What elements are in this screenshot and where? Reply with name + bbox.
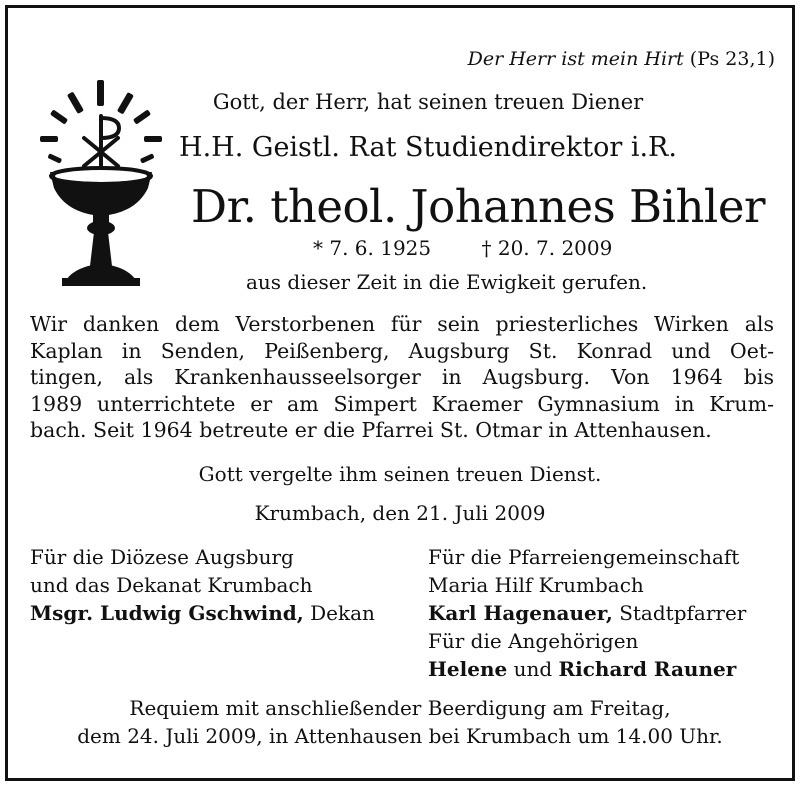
biography-paragraph — [30, 311, 774, 444]
requiem-notice — [8, 694, 792, 750]
signer-name: Karl Hagenauer, — [428, 601, 613, 625]
thanks-line: Gott vergelte ihm seinen treuen Dienst. — [198, 462, 602, 486]
motto-reference: (Ps 23,1) — [689, 48, 775, 70]
parish-signature-block — [428, 543, 746, 683]
death-date: † 20. 7. 2009 — [481, 236, 613, 260]
family-names — [428, 655, 746, 683]
diocese-line: Für die Diözese Augsburg — [30, 545, 294, 569]
motto-text: Der Herr ist mein Hirt — [467, 48, 684, 70]
place-date: Krumbach, den 21. Juli 2009 — [254, 501, 546, 525]
parish-signer — [428, 599, 746, 627]
eternity-line: aus dieser Zeit in die Ewigkeit gerufen. — [246, 270, 648, 294]
signer-title: Dekan — [310, 601, 375, 625]
deanery-line: und das Dekanat Krumbach — [30, 573, 313, 597]
obituary-notice — [5, 5, 795, 781]
requiem-line-1: Requiem mit anschließender Beerdigung am Freitag, — [129, 696, 671, 720]
signer-title: Stadtpfarrer — [619, 601, 747, 625]
family-name-2: Richard Rauner — [558, 657, 737, 681]
parish-line: Für die Pfarreiengemeinschaft — [428, 545, 740, 569]
intro-line: Gott, der Herr, hat seinen treuen Diener — [212, 90, 644, 114]
family-and: und — [513, 657, 553, 681]
biography-line: Kaplan in Senden, Peißenberg, Augsburg St. Konrad und Oet- — [30, 338, 774, 363]
biography-line: tingen, als Krankenhausseelsorger in Augsburg. Von 1964 bis — [30, 365, 774, 389]
deceased-name: Dr. theol. Johannes Bihler — [191, 180, 765, 233]
family-name-1: Helene — [428, 657, 508, 681]
motto — [468, 48, 775, 70]
birth-date: * 7. 6. 1925 — [313, 236, 432, 260]
diocese-signer — [30, 599, 375, 627]
biography-line: bach. Seit 1964 betreute er die Pfarrei St. Otmar in Attenhausen. — [30, 418, 712, 442]
biography-line: Wir danken dem Verstorbenen für sein priesterliches Wirken als — [30, 312, 774, 336]
requiem-line-2: dem 24. Juli 2009, in Attenhausen bei Krumbach um 14.00 Uhr. — [77, 724, 723, 748]
biography-line: 1989 unterrichtete er am Simpert Kraemer Gymnasium in Krum- — [30, 391, 774, 416]
life-dates — [313, 236, 612, 260]
diocese-signature-block — [30, 543, 375, 627]
chalice-chi-rho-icon — [36, 78, 166, 293]
rank-title: H.H. Geistl. Rat Studiendirektor i.R. — [179, 132, 677, 163]
parish-name-line: Maria Hilf Krumbach — [428, 573, 644, 597]
family-intro: Für die Angehörigen — [428, 629, 639, 653]
signer-name: Msgr. Ludwig Gschwind, — [30, 601, 304, 625]
